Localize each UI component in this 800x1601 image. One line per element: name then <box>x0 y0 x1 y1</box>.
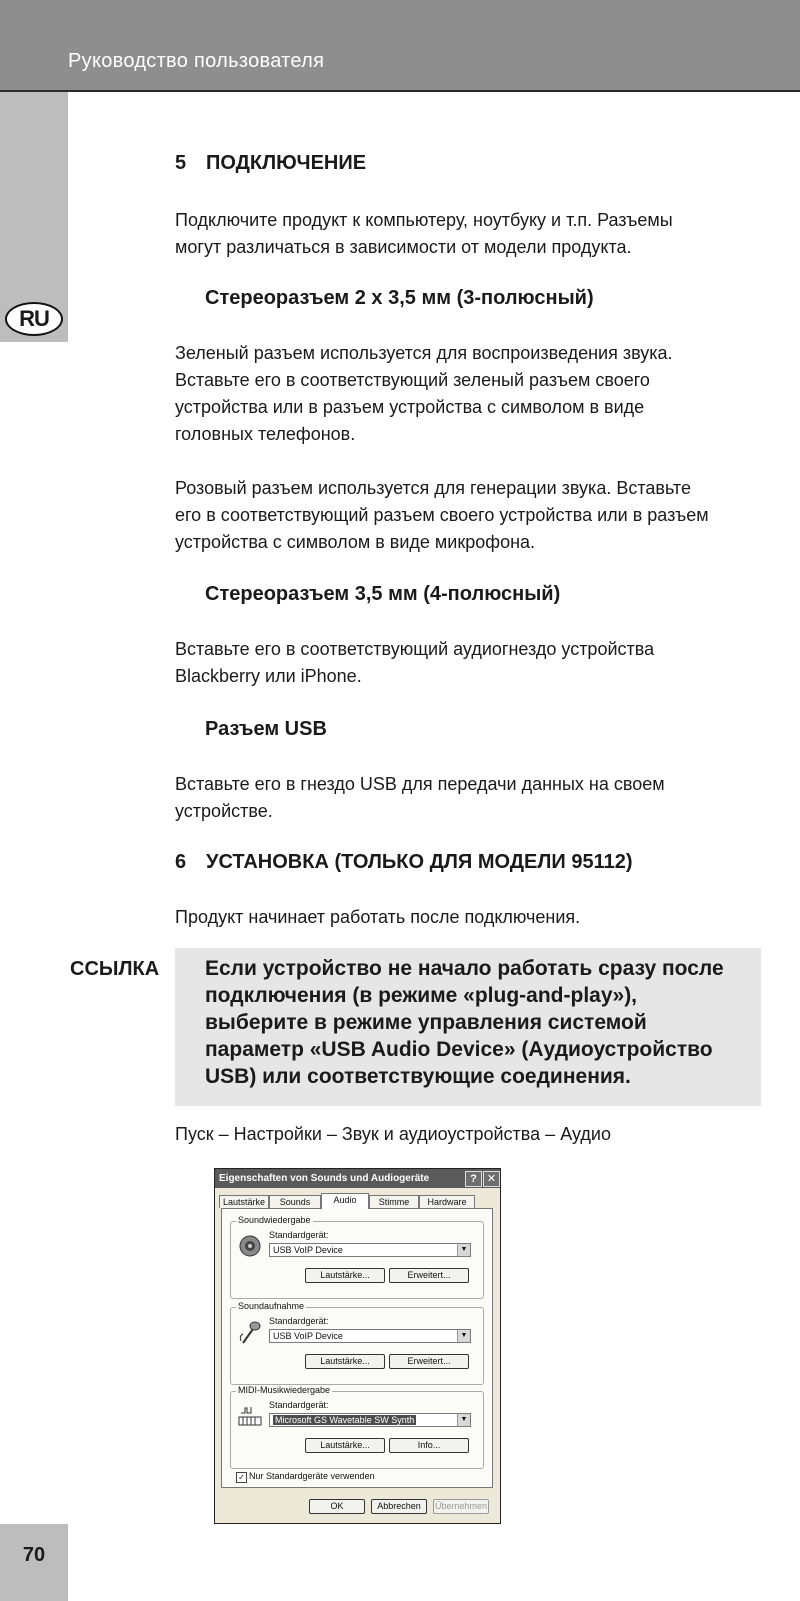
section-number: 5 <box>175 152 187 174</box>
midi-device-select[interactable] <box>269 1413 471 1427</box>
recording-advanced-button[interactable]: Erweitert... <box>389 1354 469 1369</box>
recording-device-select[interactable] <box>269 1329 471 1343</box>
dialog-title: Eigenschaften von Sounds und Audiogeräte <box>219 1173 430 1184</box>
paragraph-pink-jack <box>175 475 765 556</box>
page-header <box>0 0 800 92</box>
tab-stimme[interactable]: Stimme <box>369 1195 419 1208</box>
group-legend: MIDI-Musikwiedergabe <box>238 1385 331 1395</box>
combo-value: Microsoft GS Wavetable SW Synth <box>275 1415 415 1425</box>
paragraph-green-jack <box>175 340 765 448</box>
text-line: Вставьте его в соответствующий зеленый разъем своего <box>175 370 650 390</box>
midi-keyboard-icon <box>237 1403 263 1429</box>
language-badge: RU <box>5 302 63 336</box>
playback-volume-button[interactable]: Lautstärke... <box>305 1268 385 1283</box>
apply-button[interactable]: Übernehmen <box>433 1499 489 1514</box>
text-line: устройстве. <box>175 801 273 821</box>
note-line: параметр «USB Audio Device» (Аудиоустройство <box>205 1038 713 1061</box>
group-midi <box>230 1385 484 1469</box>
note-text <box>205 955 760 1090</box>
tab-audio[interactable]: Audio <box>321 1193 369 1209</box>
note-line: подключения (в режиме «plug-and-play»), <box>205 984 638 1007</box>
microphone-icon <box>237 1319 263 1345</box>
combo-value: USB VoIP Device <box>273 1245 343 1255</box>
audio-tab-panel <box>221 1208 493 1488</box>
tab-hardware[interactable]: Hardware <box>419 1195 475 1208</box>
close-icon[interactable]: ✕ <box>483 1171 500 1187</box>
section-5-intro <box>175 207 765 261</box>
text-line: могут различаться в зависимости от модели продукта. <box>175 237 632 257</box>
tab-lautstaerke[interactable]: Lautstärke <box>219 1195 269 1208</box>
text-line: Blackberry или iPhone. <box>175 666 362 686</box>
section-title: УСТАНОВКА (ТОЛЬКО ДЛЯ МОДЕЛИ 95112) <box>206 851 633 873</box>
sound-properties-dialog <box>214 1168 501 1524</box>
default-device-label: Standardgerät: <box>269 1230 329 1240</box>
header-title: Руководство пользователя <box>68 50 325 72</box>
dialog-titlebar <box>215 1169 500 1188</box>
section-5-heading <box>175 152 765 175</box>
text-line: устройства или в разъем устройства с символом в виде <box>175 397 645 417</box>
combo-value: USB VoIP Device <box>273 1331 343 1341</box>
subsection-heading-usb: Разъем USB <box>205 718 327 740</box>
section-title: ПОДКЛЮЧЕНИЕ <box>206 152 367 174</box>
section-number: 6 <box>175 851 187 873</box>
ok-button[interactable]: OK <box>309 1499 365 1514</box>
paragraph-4pole <box>175 636 765 690</box>
subsection-heading-4pole: Стереоразъем 3,5 мм (4-полюсный) <box>205 583 561 605</box>
default-device-label: Standardgerät: <box>269 1316 329 1326</box>
section-6-heading <box>175 851 765 874</box>
note-line: выберите в режиме управления системой <box>205 1011 647 1034</box>
chevron-down-icon[interactable]: ▼ <box>457 1414 470 1426</box>
group-legend: Soundwiedergabe <box>238 1215 311 1225</box>
text-line: Подключите продукт к компьютеру, ноутбуку и т.п. Разъемы <box>175 210 673 230</box>
chevron-down-icon[interactable]: ▼ <box>457 1244 470 1256</box>
default-devices-checkbox[interactable]: ✓ <box>236 1472 247 1483</box>
text-line: Зеленый разъем используется для воспроизведения звука. <box>175 343 673 363</box>
tab-sounds[interactable]: Sounds <box>269 1195 321 1208</box>
note-line: Если устройство не начало работать сразу после <box>205 957 724 980</box>
text-line: его в соответствующий разъем своего устройства или в разъем <box>175 505 709 525</box>
speaker-icon <box>237 1233 263 1259</box>
group-legend: Soundaufnahme <box>238 1301 305 1311</box>
note-label: ССЫЛКА <box>70 958 160 980</box>
playback-advanced-button[interactable]: Erweitert... <box>389 1268 469 1283</box>
help-icon[interactable]: ? <box>465 1171 482 1187</box>
text-line: головных телефонов. <box>175 424 356 444</box>
text-line: Вставьте его в соответствующий аудиогнездо устройства <box>175 639 655 659</box>
page-number: 70 <box>22 1544 46 1566</box>
midi-volume-button[interactable]: Lautstärke... <box>305 1438 385 1453</box>
default-device-label: Standardgerät: <box>269 1400 329 1410</box>
recording-volume-button[interactable]: Lautstärke... <box>305 1354 385 1369</box>
note-line: USB) или соответствующие соединения. <box>205 1065 631 1088</box>
subsection-heading-3pole: Стереоразъем 2 x 3,5 мм (3-полюсный) <box>205 287 594 309</box>
group-playback <box>230 1215 484 1299</box>
text-line: устройства с символом в виде микрофона. <box>175 532 536 552</box>
section-6-text: Продукт начинает работать после подключения. <box>175 907 581 927</box>
group-recording <box>230 1301 484 1385</box>
cancel-button[interactable]: Abbrechen <box>371 1499 427 1514</box>
text-line: Розовый разъем используется для генерации звука. Вставьте <box>175 478 691 498</box>
menu-path: Пуск – Настройки – Звук и аудиоустройства – Аудио <box>175 1124 611 1144</box>
playback-device-select[interactable] <box>269 1243 471 1257</box>
checkbox-label: Nur Standardgeräte verwenden <box>249 1471 375 1481</box>
paragraph-usb <box>175 771 765 825</box>
chevron-down-icon[interactable]: ▼ <box>457 1330 470 1342</box>
text-line: Вставьте его в гнездо USB для передачи данных на своем <box>175 774 665 794</box>
midi-info-button[interactable]: Info... <box>389 1438 469 1453</box>
